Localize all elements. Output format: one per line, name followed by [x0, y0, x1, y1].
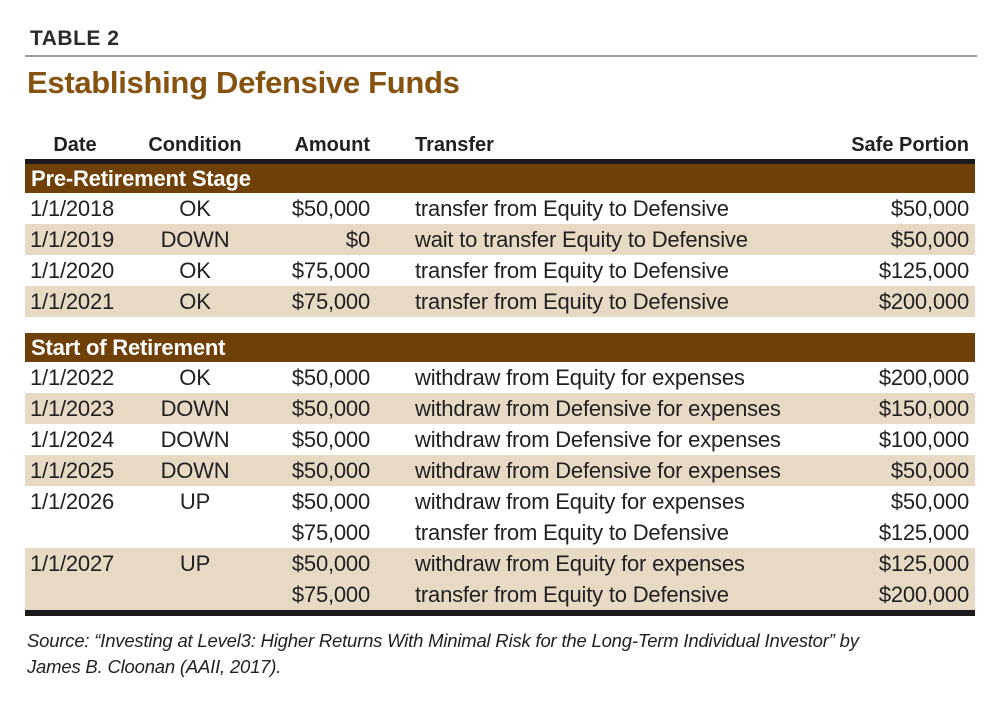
section-header: [25, 333, 975, 362]
table-row: [25, 393, 975, 424]
cell-safe-portion: $125,000: [878, 550, 969, 576]
table-row: [25, 286, 975, 317]
table-body: [25, 164, 975, 610]
cell-amount: $50,000: [291, 195, 370, 221]
table-number-label: TABLE 2: [30, 27, 120, 50]
table-row: [25, 424, 975, 455]
cell-safe-portion: $200,000: [878, 288, 969, 314]
column-header-amount: Amount: [294, 133, 370, 156]
cell-date: 1/1/2019: [30, 226, 115, 252]
cell-amount: $50,000: [291, 395, 370, 421]
cell-transfer: transfer from Equity to Defensive: [415, 195, 729, 221]
column-header-condition: Condition: [148, 133, 242, 156]
cell-transfer: withdraw from Equity for expenses: [415, 364, 745, 390]
cell-transfer: transfer from Equity to Defensive: [415, 257, 729, 283]
table-row: [25, 362, 975, 393]
source-line-1: Source: “Investing at Level3: Higher Returns With Minimal Risk for the Long-Term Individual Investor” by: [27, 630, 859, 651]
column-header-safe-portion: Safe Portion: [851, 133, 969, 156]
cell-condition: UP: [179, 550, 211, 576]
cell-date: 1/1/2022: [30, 364, 115, 390]
cell-transfer: withdraw from Equity for expenses: [415, 488, 745, 514]
cell-amount: $75,000: [291, 288, 370, 314]
cell-date: 1/1/2025: [30, 457, 115, 483]
cell-transfer: withdraw from Defensive for expenses: [415, 457, 781, 483]
cell-transfer: withdraw from Defensive for expenses: [415, 395, 781, 421]
cell-amount: $50,000: [291, 550, 370, 576]
cell-transfer: withdraw from Equity for expenses: [415, 550, 745, 576]
column-header-date: Date: [53, 133, 97, 156]
cell-transfer: transfer from Equity to Defensive: [415, 288, 729, 314]
cell-safe-portion: $125,000: [878, 257, 969, 283]
cell-condition: DOWN: [160, 395, 230, 421]
cell-safe-portion: $200,000: [878, 364, 969, 390]
table-row: [25, 517, 975, 548]
cell-transfer: transfer from Equity to Defensive: [415, 581, 729, 607]
cell-date: 1/1/2020: [30, 257, 115, 283]
cell-date: 1/1/2024: [30, 426, 115, 452]
cell-amount: $50,000: [291, 364, 370, 390]
page-title: Establishing Defensive Funds: [27, 65, 460, 100]
table-row: [25, 486, 975, 517]
cell-amount: $0: [345, 226, 370, 252]
cell-amount: $75,000: [291, 581, 370, 607]
cell-safe-portion: $200,000: [878, 581, 969, 607]
cell-amount: $50,000: [291, 457, 370, 483]
cell-condition: UP: [179, 488, 211, 514]
cell-date: 1/1/2026: [30, 488, 115, 514]
cell-safe-portion: $50,000: [890, 226, 969, 252]
table-row: [25, 255, 975, 286]
cell-safe-portion: $50,000: [890, 488, 969, 514]
section-gap: [25, 317, 975, 333]
section-header-label: Start of Retirement: [31, 334, 226, 360]
cell-date: 1/1/2023: [30, 395, 115, 421]
cell-transfer: wait to transfer Equity to Defensive: [415, 226, 748, 252]
table-row: [25, 224, 975, 255]
table-row: [25, 193, 975, 224]
section-header: [25, 164, 975, 193]
header-divider-rule: [25, 55, 977, 57]
table-row: [25, 548, 975, 579]
cell-date: 1/1/2021: [30, 288, 115, 314]
cell-amount: $50,000: [291, 426, 370, 452]
cell-safe-portion: $125,000: [878, 519, 969, 545]
cell-safe-portion: $50,000: [890, 457, 969, 483]
cell-condition: DOWN: [160, 457, 230, 483]
source-citation: [27, 628, 1000, 680]
table-row: [25, 579, 975, 610]
table-bottom-rule: [25, 610, 975, 616]
cell-transfer: withdraw from Defensive for expenses: [415, 426, 781, 452]
cell-condition: OK: [179, 364, 211, 390]
cell-safe-portion: $50,000: [890, 195, 969, 221]
source-line-2: James B. Cloonan (AAII, 2017).: [27, 656, 282, 677]
cell-safe-portion: $150,000: [878, 395, 969, 421]
defensive-funds-table: [25, 131, 975, 616]
column-header-transfer: Transfer: [415, 133, 494, 156]
section-header-label: Pre-Retirement Stage: [31, 165, 251, 191]
cell-condition: OK: [179, 257, 211, 283]
cell-date: 1/1/2027: [30, 550, 115, 576]
cell-condition: DOWN: [160, 226, 230, 252]
table-row: [25, 455, 975, 486]
cell-condition: OK: [179, 195, 211, 221]
cell-amount: $75,000: [291, 257, 370, 283]
page: [0, 27, 1000, 726]
cell-condition: OK: [179, 288, 211, 314]
cell-condition: DOWN: [160, 426, 230, 452]
table-header-row: [25, 131, 975, 159]
cell-transfer: transfer from Equity to Defensive: [415, 519, 729, 545]
cell-amount: $50,000: [291, 488, 370, 514]
cell-date: 1/1/2018: [30, 195, 115, 221]
cell-amount: $75,000: [291, 519, 370, 545]
cell-safe-portion: $100,000: [878, 426, 969, 452]
